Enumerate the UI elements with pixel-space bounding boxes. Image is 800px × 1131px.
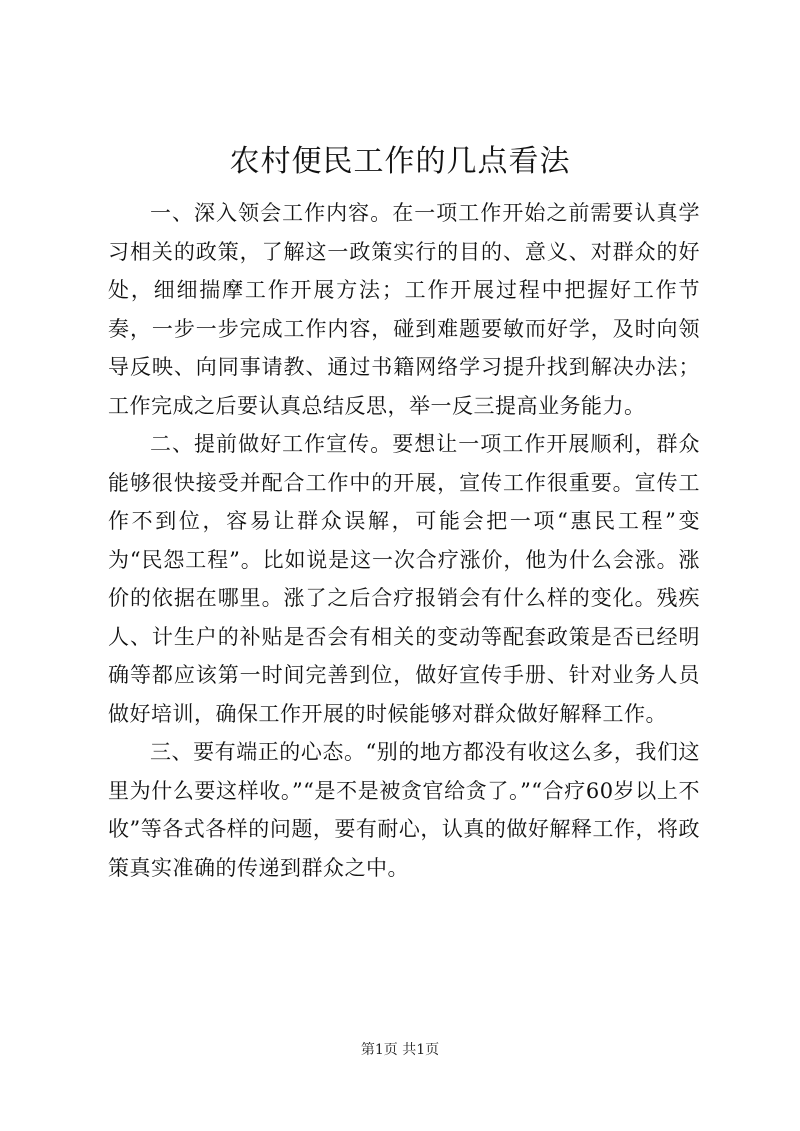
page-number-footer: 第1页 共1页 xyxy=(360,1042,440,1058)
paragraph-2: 二、提前做好工作宣传。要想让一项工作开展顺利，群众能够很快接受并配合工作中的开展，宣传工作很重要。宣传工作不到位，容易让群众误解，可能会把一项“惠民工程”变为“民怨工程”。比如说是这一次合疗涨价，他为什么会涨。涨价的依据在哪里。涨了之后合疗报销会有什么样的变化。残疾人、计生户的补贴是否会有相关的变动等配套政策是否已经明确等都应该第一时间完善到位，做好宣传手册、针对业务人员做好培训，确保工作开展的时候能够对群众做好解释工作。 xyxy=(108,432,700,726)
document-title: 农村便民工作的几点看法 xyxy=(229,144,571,179)
document-body xyxy=(108,194,700,887)
paragraph-3: 三、要有端正的心态。“别的地方都没有收这么多，我们这里为什么要这样收。”“是不是被贪官给贪了。”“合疗60岁以上不收”等各式各样的问题，要有耐心，认真的做好解释工作，将政策真实准确的传递到群众之中。 xyxy=(108,740,700,880)
paragraph-1: 一、深入领会工作内容。在一项工作开始之前需要认真学习相关的政策，了解这一政策实行的目的、意义、对群众的好处，细细揣摩工作开展方法；工作开展过程中把握好工作节奏，一步一步完成工作内容，碰到难题要敏而好学，及时向领导反映、向同事请教、通过书籍网络学习提升找到解决办法；工作完成之后要认真总结反思，举一反三提高业务能力。 xyxy=(108,201,700,418)
